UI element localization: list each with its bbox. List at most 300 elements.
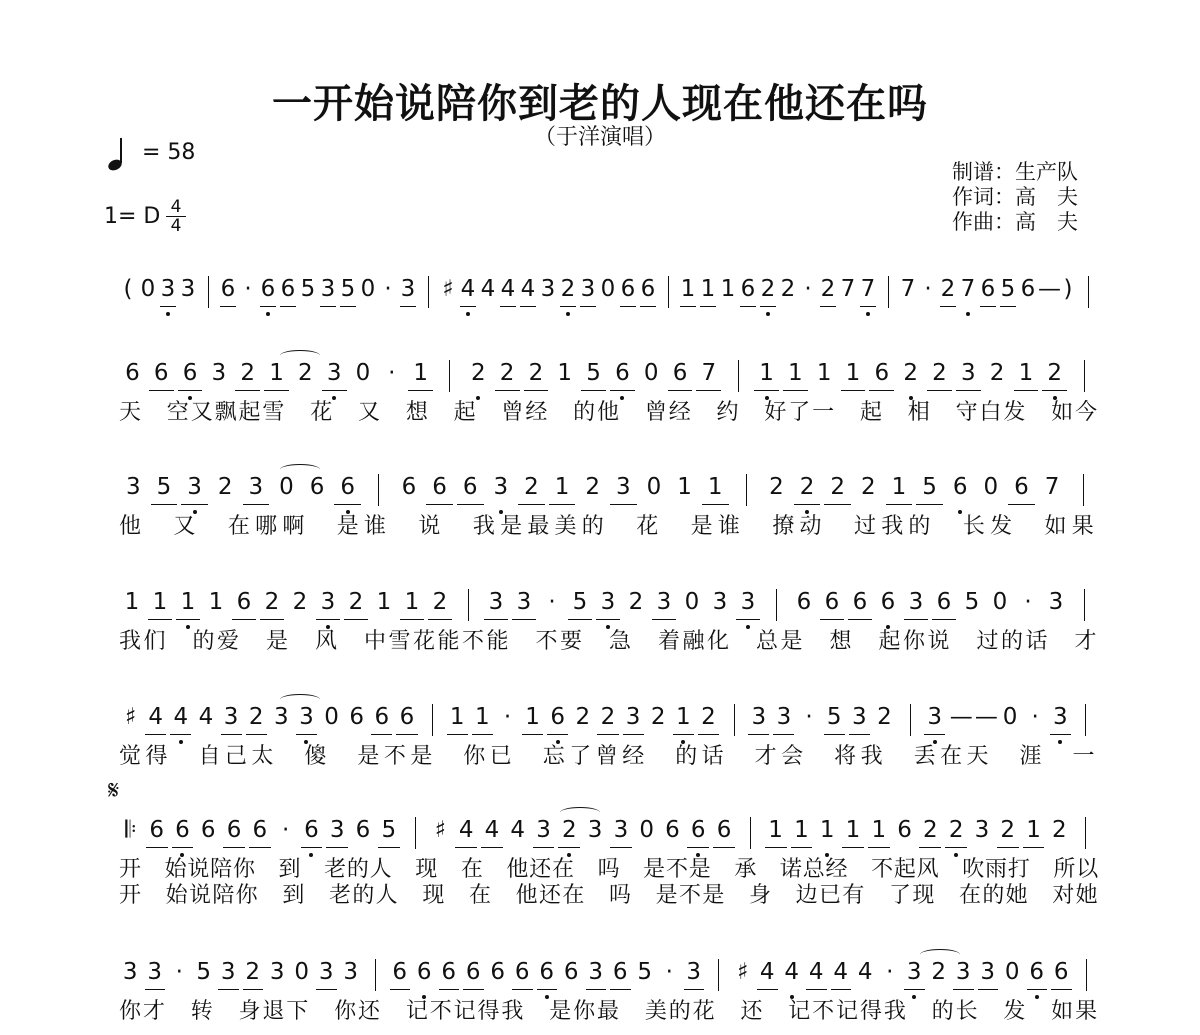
lyric-char: 还 bbox=[358, 999, 381, 1024]
segno-sign: 𝄋 bbox=[108, 776, 120, 806]
note-digit: 5 bbox=[156, 474, 172, 500]
beam-line bbox=[145, 734, 166, 735]
beam-line bbox=[820, 619, 844, 620]
lyric-char: 长 bbox=[955, 999, 978, 1024]
note-digit: 1 bbox=[525, 704, 540, 730]
note-digit: 6 bbox=[824, 589, 840, 615]
lyric-char: 的 bbox=[675, 744, 698, 769]
lyric-char: 天 bbox=[118, 400, 141, 425]
note-digit: 1 bbox=[676, 704, 691, 730]
note-digit: 3 bbox=[187, 474, 202, 500]
note-digit: 0 bbox=[355, 360, 371, 386]
low-octave-dot bbox=[266, 312, 270, 316]
barline bbox=[668, 276, 669, 308]
note-digit: 6 bbox=[441, 959, 457, 985]
lyric-char: 曾 bbox=[644, 400, 667, 425]
lyric-char: 她 bbox=[1005, 883, 1028, 908]
note-digit: 6 bbox=[149, 817, 164, 843]
lyric-char: 在 bbox=[940, 744, 963, 769]
notation-symbol: — bbox=[1038, 276, 1061, 302]
note-digit: 5 bbox=[1000, 276, 1016, 302]
lyric-char: 涯 bbox=[1019, 744, 1042, 769]
note-digit: 3 bbox=[625, 704, 641, 730]
beam-line bbox=[713, 847, 735, 848]
lyric-char: 记 bbox=[788, 999, 811, 1024]
lyric-char: 着 bbox=[657, 629, 680, 654]
lyric-char: 飘 bbox=[214, 400, 237, 425]
notation-symbol: · bbox=[503, 704, 512, 730]
note-digit: 6 bbox=[260, 276, 276, 302]
note-digit: 1 bbox=[871, 817, 887, 843]
lyric-char: 是 bbox=[643, 857, 666, 882]
lyric-char: 陪 bbox=[212, 883, 235, 908]
lyric-char: 我 bbox=[472, 514, 495, 539]
lyric-char: 能 bbox=[437, 629, 460, 654]
low-octave-dot bbox=[566, 312, 570, 316]
lyric-char: 一 bbox=[812, 400, 835, 425]
lyric-char: 老 bbox=[328, 883, 351, 908]
beam-line bbox=[178, 390, 203, 391]
note-digit: 6 bbox=[615, 360, 630, 386]
beam-line bbox=[149, 390, 174, 391]
lyric-char: 会 bbox=[781, 744, 804, 769]
note-digit: 1 bbox=[891, 474, 907, 500]
beam-line bbox=[831, 989, 852, 990]
note-digit: 3 bbox=[587, 817, 603, 843]
beam-line bbox=[684, 989, 705, 990]
note-digit: 3 bbox=[580, 276, 596, 302]
beam-line bbox=[673, 734, 694, 735]
lyric-char: 最 bbox=[597, 999, 620, 1024]
lyric-char: 相 bbox=[907, 400, 930, 425]
note-digit: 2 bbox=[528, 360, 544, 386]
notation-symbol: ♯ bbox=[442, 276, 454, 302]
low-octave-dot bbox=[1035, 995, 1039, 999]
lyric-char: 风 bbox=[314, 629, 337, 654]
beam-line bbox=[956, 390, 981, 391]
lyric-char: 起 bbox=[878, 629, 901, 654]
note-digit: 0 bbox=[140, 276, 156, 302]
lyric-char: 雪 bbox=[262, 400, 285, 425]
time-signature bbox=[166, 199, 186, 234]
lyric-char: 白 bbox=[979, 400, 1002, 425]
lyric-char: 得 bbox=[859, 999, 882, 1024]
barline bbox=[750, 817, 751, 849]
lyric-char: 在 bbox=[227, 514, 250, 539]
notation-symbol: · bbox=[244, 276, 252, 302]
note-digit: 3 bbox=[613, 817, 629, 843]
beam-line bbox=[980, 306, 996, 307]
time-signature-bottom: 4 bbox=[170, 216, 182, 236]
note-digit: 3 bbox=[299, 704, 314, 730]
notation-symbol: ♯ bbox=[434, 817, 446, 843]
beam-line bbox=[344, 619, 368, 620]
note-digit: 1 bbox=[404, 589, 420, 615]
barline bbox=[208, 276, 209, 308]
beam-line bbox=[680, 306, 696, 307]
lyric-char: 你 bbox=[902, 629, 925, 654]
note-digit: 5 bbox=[381, 817, 397, 843]
lyric-char: 对 bbox=[1052, 883, 1075, 908]
lyric-char: 能 bbox=[486, 629, 509, 654]
note-digit: 2 bbox=[989, 360, 1005, 386]
lyric-char: 曾 bbox=[595, 744, 618, 769]
note-digit: 6 bbox=[563, 959, 579, 985]
lyric-char: 记 bbox=[405, 999, 428, 1024]
note-digit: 3 bbox=[160, 276, 176, 302]
lyric-char: 还 bbox=[538, 883, 561, 908]
note-digit: 3 bbox=[656, 589, 672, 615]
note-digit: 6 bbox=[716, 817, 732, 843]
barline bbox=[375, 959, 376, 991]
beam-line bbox=[280, 306, 296, 307]
lyric-char: 了 bbox=[888, 883, 911, 908]
lyric-char: 的 bbox=[668, 999, 691, 1024]
lyric-char: 不 bbox=[678, 883, 701, 908]
note-digit: 6 bbox=[175, 817, 190, 843]
note-digit: 0 bbox=[643, 360, 659, 386]
barline bbox=[718, 959, 719, 991]
beam-line bbox=[581, 390, 606, 391]
beam-line bbox=[924, 734, 945, 735]
lyric-char: 的 bbox=[352, 883, 375, 908]
note-digit: 0 bbox=[992, 589, 1008, 615]
lyric-char: 花 bbox=[636, 514, 659, 539]
note-digit: 3 bbox=[320, 276, 336, 302]
note-digit: 6 bbox=[200, 817, 216, 843]
lyric-char: 又 bbox=[173, 514, 196, 539]
barline bbox=[1086, 959, 1087, 991]
note-digit: 6 bbox=[612, 959, 628, 985]
note-digit: 2 bbox=[932, 360, 947, 386]
low-octave-dot bbox=[866, 312, 870, 316]
lyric-char: 们 bbox=[143, 629, 166, 654]
beam-line bbox=[945, 847, 967, 848]
lyric-char: 又 bbox=[190, 400, 213, 425]
notation-system bbox=[0, 272, 1200, 352]
tie-arc bbox=[280, 694, 320, 705]
note-digit: 2 bbox=[524, 474, 539, 500]
beam-line bbox=[700, 306, 716, 307]
note-digit: 6 bbox=[1020, 276, 1036, 302]
note-digit: 2 bbox=[575, 704, 591, 730]
note-digit: 1 bbox=[449, 704, 465, 730]
beam-line bbox=[702, 504, 729, 505]
beam-line bbox=[320, 306, 336, 307]
note-digit: 3 bbox=[223, 704, 239, 730]
note-digit: 2 bbox=[799, 474, 815, 500]
lyric-char: 是 bbox=[410, 744, 433, 769]
note-digit: 1 bbox=[720, 276, 736, 302]
note-digit: 7 bbox=[860, 276, 876, 302]
lyric-char: 觉 bbox=[118, 744, 141, 769]
lyric-char: 不 bbox=[665, 857, 688, 882]
note-digit: 2 bbox=[760, 276, 776, 302]
note-digit: 2 bbox=[1051, 817, 1067, 843]
note-digit: 6 bbox=[880, 589, 896, 615]
lyric-char: 守 bbox=[955, 400, 978, 425]
barline bbox=[449, 360, 450, 392]
notation-symbol: · bbox=[805, 704, 813, 730]
lyric-char: 过 bbox=[976, 629, 999, 654]
lyric-char: 开 bbox=[118, 883, 141, 908]
note-digit: 5 bbox=[586, 360, 601, 386]
beam-line bbox=[841, 390, 866, 391]
lyric-char: 天 bbox=[966, 744, 989, 769]
notation-symbol: ♯ bbox=[737, 959, 749, 985]
note-digit: 2 bbox=[923, 817, 938, 843]
lyric-char: 有 bbox=[842, 883, 865, 908]
notation-system bbox=[0, 585, 1200, 665]
lyric-char: 记 bbox=[453, 999, 476, 1024]
note-digit: 6 bbox=[416, 959, 432, 985]
notation-system bbox=[0, 700, 1200, 780]
tie-arc bbox=[920, 949, 960, 960]
note-digit: 2 bbox=[432, 589, 448, 615]
note-digit: 2 bbox=[701, 704, 716, 730]
beam-line bbox=[696, 390, 721, 391]
beam-line bbox=[1008, 504, 1035, 505]
lyric-char: 的 bbox=[192, 629, 215, 654]
note-digit: 1 bbox=[794, 817, 809, 843]
note-digit: 0 bbox=[1004, 959, 1020, 985]
beam-line bbox=[1027, 989, 1048, 990]
beam-line bbox=[740, 306, 756, 307]
note-digit: 2 bbox=[298, 360, 313, 386]
beam-line bbox=[848, 619, 872, 620]
note-digit: 6 bbox=[226, 817, 242, 843]
note-digit: 3 bbox=[220, 959, 236, 985]
beam-line bbox=[953, 989, 974, 990]
lyric-char: 始 bbox=[165, 883, 188, 908]
low-octave-dot bbox=[966, 312, 970, 316]
beam-line bbox=[860, 306, 876, 307]
beam-line bbox=[997, 847, 1019, 848]
lyric-char: 到 bbox=[282, 883, 305, 908]
note-digit: 6 bbox=[665, 817, 680, 843]
beam-line bbox=[537, 989, 558, 990]
lyric-char: 话 bbox=[701, 744, 724, 769]
note-digit: 2 bbox=[292, 589, 308, 615]
note-digit: 3 bbox=[851, 704, 867, 730]
note-digit: 1 bbox=[680, 276, 696, 302]
lyric-char: 退 bbox=[262, 999, 285, 1024]
low-octave-dot bbox=[1058, 740, 1062, 744]
note-digit: 2 bbox=[248, 704, 264, 730]
beam-line bbox=[791, 847, 813, 848]
note-digit: 6 bbox=[490, 959, 506, 985]
lyric-char: 的 bbox=[908, 514, 931, 539]
note-digit: 3 bbox=[343, 959, 359, 985]
note-digit: 6 bbox=[1029, 959, 1045, 985]
note-digit: 1 bbox=[557, 360, 573, 386]
notation-symbol: 𝄆 bbox=[125, 817, 137, 843]
lyric-char: 到 bbox=[278, 857, 301, 882]
note-digit: 2 bbox=[348, 589, 364, 615]
note-digit: 6 bbox=[980, 276, 996, 302]
beam-line bbox=[223, 847, 245, 848]
note-digit: 6 bbox=[550, 704, 566, 730]
note-digit: 3 bbox=[269, 959, 285, 985]
note-digit: 1 bbox=[759, 360, 774, 386]
lyric-char: 说 bbox=[927, 629, 950, 654]
note-digit: 1 bbox=[1018, 360, 1034, 386]
lyric-char: 美 bbox=[644, 999, 667, 1024]
note-digit: 5 bbox=[340, 276, 356, 302]
beam-line bbox=[806, 989, 827, 990]
lyric-char: 的 bbox=[346, 857, 369, 882]
beam-line bbox=[687, 847, 709, 848]
beam-line bbox=[145, 989, 166, 990]
low-octave-dot bbox=[620, 396, 624, 400]
low-octave-dot bbox=[186, 625, 190, 629]
note-digit: 5 bbox=[572, 589, 588, 615]
lyric-char: 想 bbox=[829, 629, 852, 654]
note-digit: 5 bbox=[826, 704, 842, 730]
note-digit: 1 bbox=[845, 360, 861, 386]
beam-line bbox=[904, 989, 925, 990]
note-digit: 6 bbox=[349, 704, 365, 730]
notation-symbol: · bbox=[384, 276, 392, 302]
note-digit: 3 bbox=[974, 817, 990, 843]
note-digit: 3 bbox=[906, 959, 922, 985]
notation-system bbox=[0, 356, 1200, 436]
note-digit: 0 bbox=[639, 817, 654, 843]
barline bbox=[1088, 276, 1089, 308]
lyric-char: 美 bbox=[554, 514, 577, 539]
beam-line bbox=[264, 390, 289, 391]
tie-arc bbox=[560, 807, 600, 818]
note-digit: 6 bbox=[796, 589, 812, 615]
lyric-char: 你 bbox=[334, 999, 357, 1024]
beam-line bbox=[378, 847, 400, 848]
low-octave-dot bbox=[466, 312, 470, 316]
lyric-char: 发 bbox=[1003, 999, 1026, 1024]
note-digit: 6 bbox=[309, 474, 325, 500]
beam-line bbox=[596, 619, 620, 620]
note-digit: 3 bbox=[211, 360, 227, 386]
note-digit: 0 bbox=[983, 474, 999, 500]
low-octave-dot bbox=[309, 853, 313, 857]
note-digit: 6 bbox=[690, 817, 706, 843]
note-digit: 6 bbox=[252, 817, 268, 843]
beam-line bbox=[146, 847, 168, 848]
note-digit: 1 bbox=[208, 589, 224, 615]
lyric-char: 雨 bbox=[985, 857, 1008, 882]
credit-arranger: 制谱：生产队 bbox=[952, 160, 1078, 184]
lyric-char: 发 bbox=[1003, 400, 1026, 425]
note-digit: 2 bbox=[499, 360, 515, 386]
barline bbox=[1083, 474, 1084, 506]
lyric-char: 说 bbox=[187, 857, 210, 882]
lyric-char: 化 bbox=[706, 629, 729, 654]
note-digit: 0 bbox=[294, 959, 310, 985]
lyric-char: 总 bbox=[755, 629, 778, 654]
note-digit: 4 bbox=[784, 959, 800, 985]
beam-line bbox=[396, 734, 417, 735]
lyric-char: 身 bbox=[748, 883, 771, 908]
note-digit: 3 bbox=[600, 589, 616, 615]
beam-line bbox=[610, 390, 635, 391]
lyric-char: 风 bbox=[916, 857, 939, 882]
note-digit: 2 bbox=[585, 474, 600, 500]
note-digit: 3 bbox=[776, 704, 792, 730]
lyric-char: 融 bbox=[682, 629, 705, 654]
note-digit: 3 bbox=[318, 959, 334, 985]
note-digit: 3 bbox=[927, 704, 942, 730]
note-digit: 4 bbox=[759, 959, 775, 985]
note-digit: 5 bbox=[637, 959, 653, 985]
note-digit: 2 bbox=[561, 817, 577, 843]
lyric-char: 急 bbox=[608, 629, 631, 654]
lyric-char: 身 bbox=[238, 999, 261, 1024]
beam-line bbox=[1023, 847, 1045, 848]
lyric-char: 得 bbox=[477, 999, 500, 1024]
lyric-char: 丢 bbox=[913, 744, 936, 769]
note-digit: 6 bbox=[640, 276, 656, 302]
beam-line bbox=[868, 847, 890, 848]
lyric-char: 好 bbox=[764, 400, 787, 425]
beam-line bbox=[170, 734, 191, 735]
beam-line bbox=[481, 847, 503, 848]
lyric-char: 已 bbox=[818, 883, 841, 908]
beam-line bbox=[736, 619, 760, 620]
note-digit: 3 bbox=[1052, 704, 1068, 730]
lyric-char: 傻 bbox=[304, 744, 327, 769]
beam-line bbox=[160, 306, 176, 307]
beam-line bbox=[463, 989, 484, 990]
beam-line bbox=[512, 619, 536, 620]
beam-line bbox=[232, 619, 256, 620]
lyric-char: 哪 bbox=[255, 514, 278, 539]
beam-line bbox=[668, 390, 693, 391]
beam-line bbox=[243, 504, 270, 505]
lyric-char: 是 bbox=[500, 514, 523, 539]
lyric-char: 是 bbox=[549, 999, 572, 1024]
note-digit: 3 bbox=[180, 276, 196, 302]
beam-line bbox=[522, 734, 543, 735]
beam-line bbox=[869, 390, 894, 391]
note-digit: 4 bbox=[148, 704, 163, 730]
note-digit: 3 bbox=[686, 959, 702, 985]
note-digit: 4 bbox=[198, 704, 214, 730]
lyric-char: 将 bbox=[834, 744, 857, 769]
notation-symbol: — bbox=[949, 704, 973, 730]
note-digit: 2 bbox=[877, 704, 892, 730]
notation-symbol: ( bbox=[123, 276, 133, 302]
performer-subtitle: （于洋演唱） bbox=[533, 125, 666, 150]
beam-line bbox=[580, 306, 596, 307]
lyric-char: 现 bbox=[912, 883, 935, 908]
lyric-char: 他 bbox=[515, 883, 538, 908]
beam-line bbox=[820, 306, 836, 307]
note-digit: 4 bbox=[857, 959, 873, 985]
note-digit: 3 bbox=[329, 817, 345, 843]
lyric-char: 动 bbox=[799, 514, 822, 539]
lyric-char: 最 bbox=[527, 514, 550, 539]
lyric-char: 起 bbox=[859, 400, 882, 425]
lyric-char: 陪 bbox=[210, 857, 233, 882]
beam-line bbox=[1000, 306, 1016, 307]
beam-line bbox=[610, 847, 632, 848]
beam-line bbox=[754, 390, 779, 391]
beam-line bbox=[932, 619, 956, 620]
note-digit: 4 bbox=[808, 959, 824, 985]
beam-line bbox=[316, 989, 337, 990]
notation-symbol: · bbox=[1024, 589, 1032, 615]
note-digit: 2 bbox=[650, 704, 666, 730]
beam-line bbox=[824, 734, 845, 735]
